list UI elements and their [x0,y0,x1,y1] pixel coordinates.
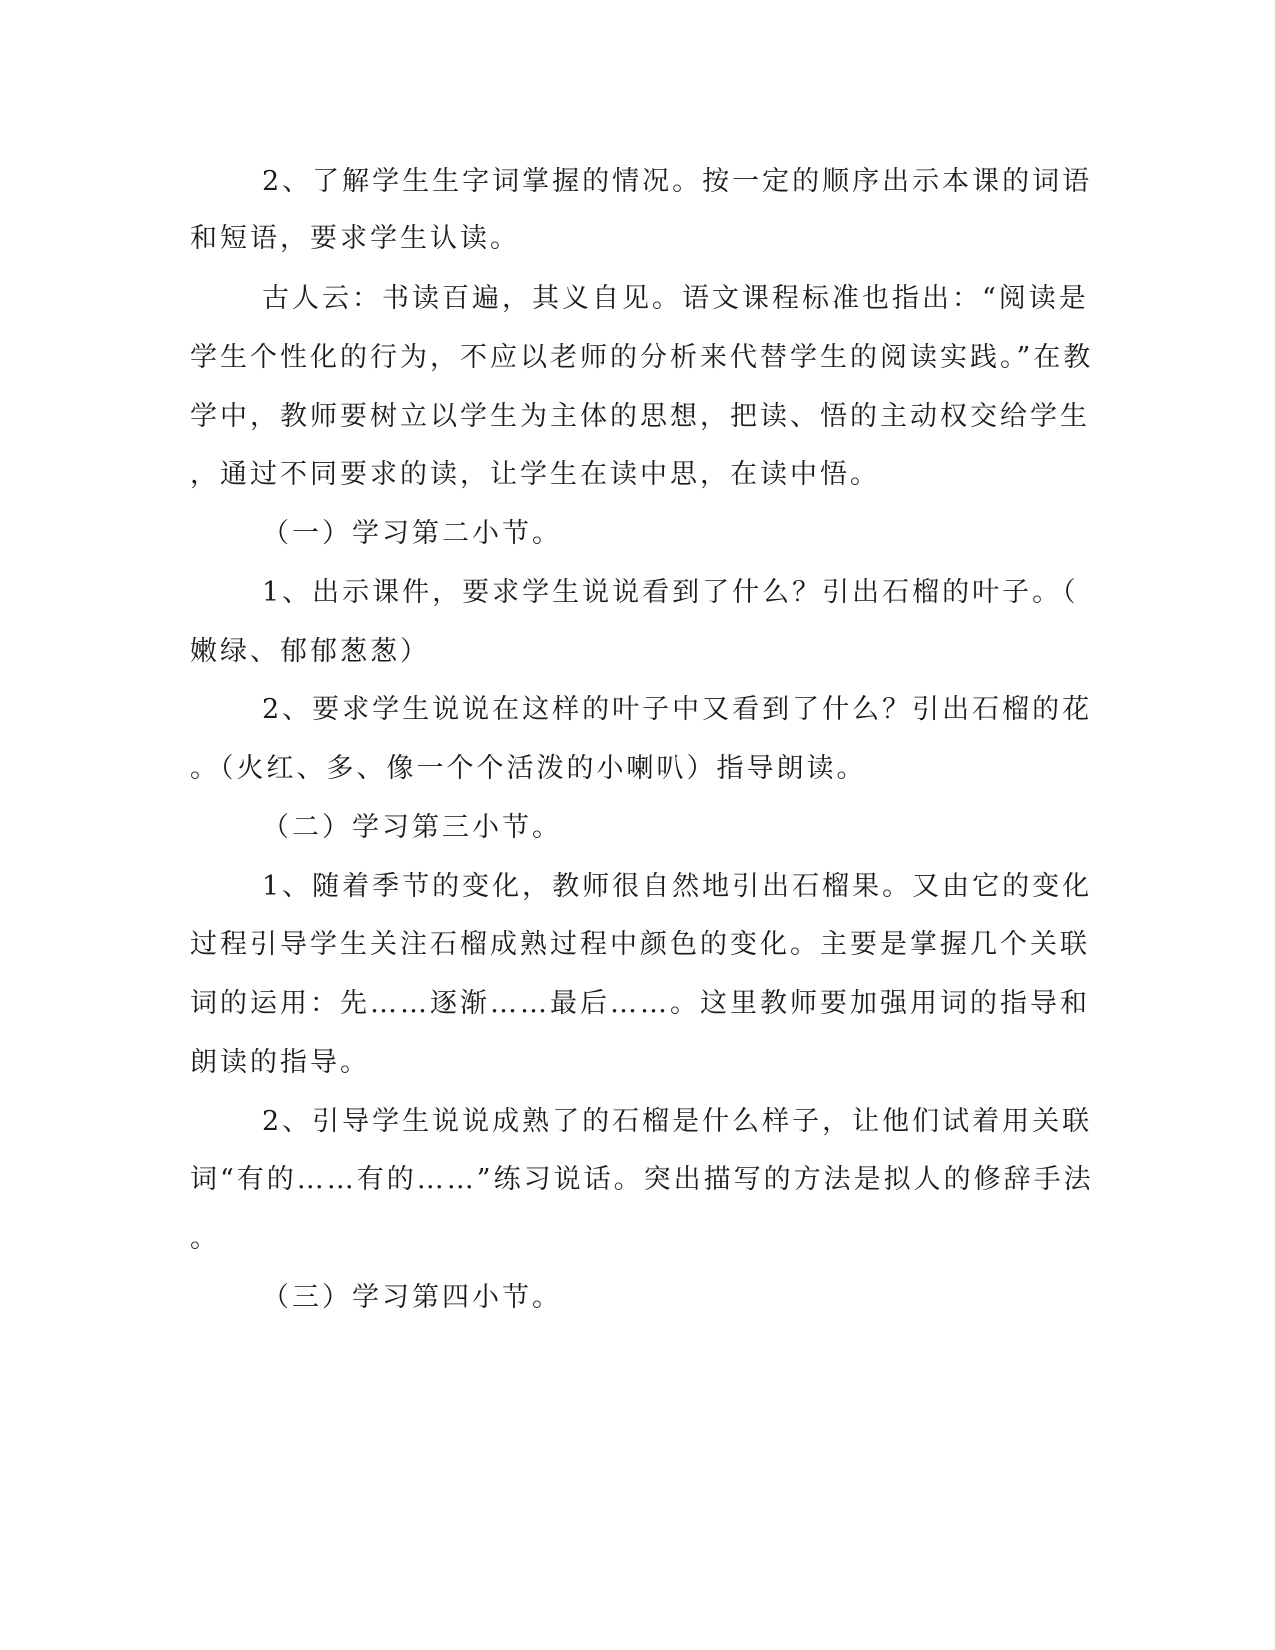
section-heading: （二）学习第三小节。 [262,812,562,843]
paragraph-line: 2、要求学生说说在这样的叶子中又看到了什么？引出石榴的花 [262,694,1093,725]
section-heading: （三）学习第四小节。 [262,1282,562,1313]
paragraph-line: 词的运用：先……逐渐……最后……。这里教师要加强用词的指导和 [190,988,1090,1019]
paragraph-line: 学中，教师要树立以学生为主体的思想，把读、悟的主动权交给学生 [190,401,1090,432]
paragraph-line: 。（火红、多、像一个个活泼的小喇叭）指导朗读。 [190,753,867,784]
paragraph-line: 2、了解学生生字词掌握的情况。按一定的顺序出示本课的词语 [262,166,1093,197]
paragraph-line: 学生个性化的行为，不应以老师的分析来代替学生的阅读实践。”在教 [190,342,1094,373]
paragraph-line: 1、随着季节的变化，教师很自然地引出石榴果。又由它的变化 [262,871,1093,902]
section-heading: （一）学习第二小节。 [262,518,562,549]
paragraph-line: 过程引导学生关注石榴成熟过程中颜色的变化。主要是掌握几个关联 [190,929,1090,960]
paragraph-line: 2、引导学生说说成熟了的石榴是什么样子，让他们试着用关联 [262,1106,1093,1137]
paragraph-line: 。 [190,1223,220,1254]
paragraph-line: 嫩绿、郁郁葱葱） [190,636,430,667]
paragraph-line: 1、出示课件，要求学生说说看到了什么？引出石榴的叶子。（ [262,577,1079,608]
paragraph-line: 和短语，要求学生认读。 [190,223,520,254]
paragraph-line: 朗读的指导。 [190,1047,370,1078]
paragraph-line: 词“有的……有的……”练习说话。突出描写的方法是拟人的修辞手法 [190,1164,1094,1195]
paragraph-line: 古人云：书读百遍，其义自见。语文课程标准也指出：“阅读是 [262,283,1089,314]
paragraph-line: ，通过不同要求的读，让学生在读中思，在读中悟。 [190,459,880,490]
